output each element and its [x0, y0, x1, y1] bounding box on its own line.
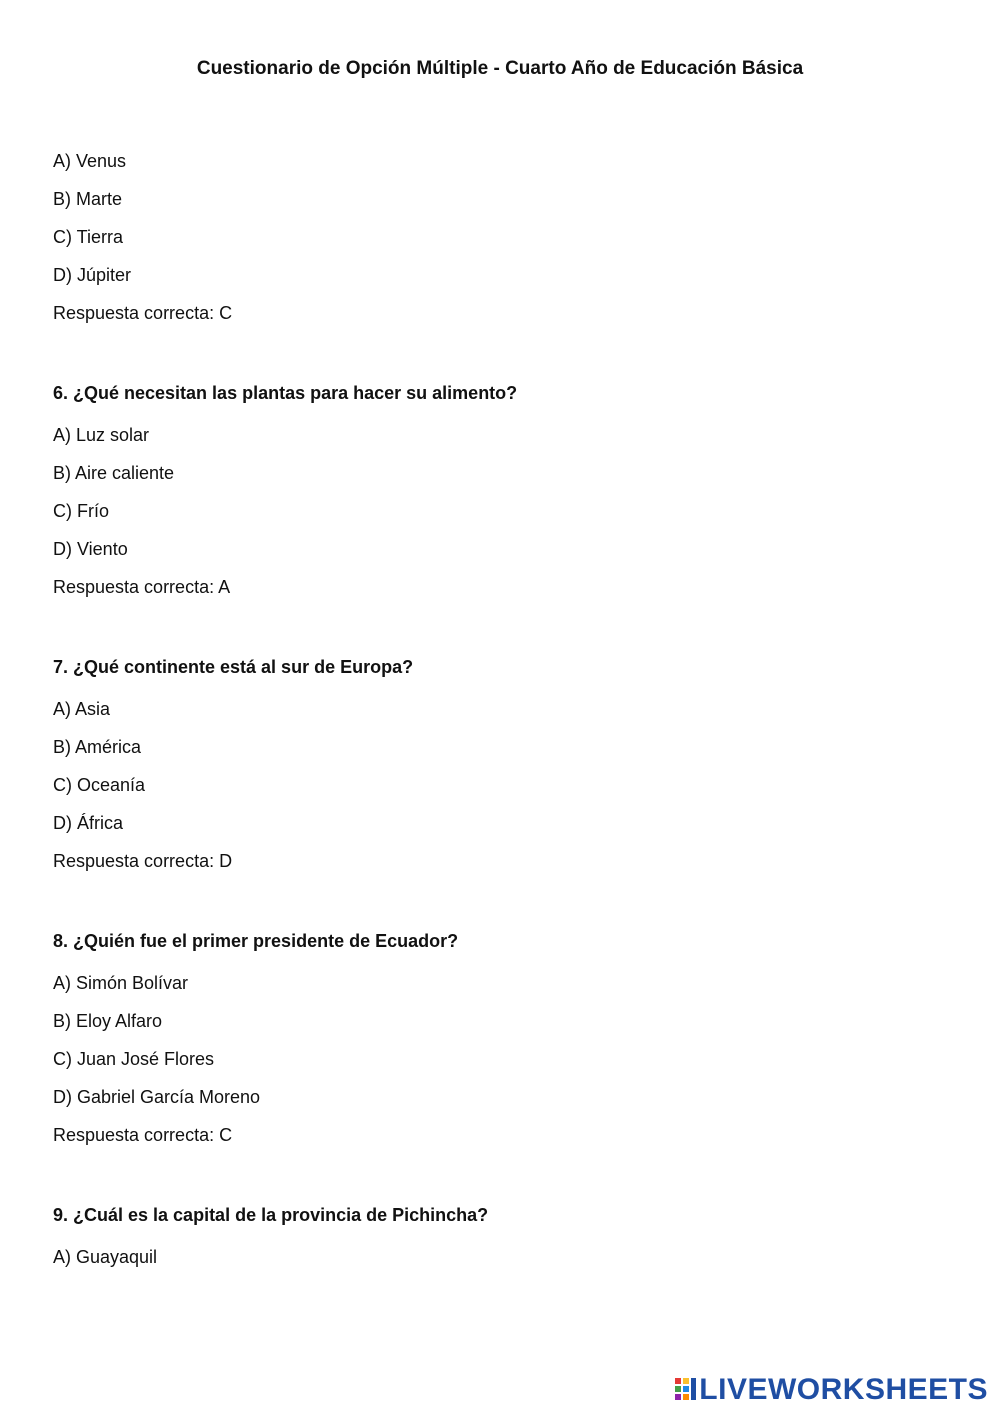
question-8: 8. ¿Quién fue el primer presidente de Ecuador? [53, 931, 459, 951]
option-text: B) Aire caliente [53, 463, 175, 483]
answer-text: Respuesta correcta: D [53, 851, 233, 871]
option-text: B) Eloy Alfaro [53, 1011, 163, 1031]
option-text: D) África [53, 813, 124, 833]
question-6: 6. ¿Qué necesitan las plantas para hacer su alimento? [53, 383, 518, 403]
option-text: A) Asia [53, 699, 111, 719]
liveworksheets-logo-icon [675, 1378, 697, 1402]
option-text: A) Venus [53, 151, 127, 171]
quiz-content [53, 148, 953, 1282]
option-text: D) Júpiter [53, 265, 132, 285]
option-text: B) América [53, 737, 142, 757]
liveworksheets-logo [675, 1372, 988, 1408]
answer-text: Respuesta correcta: A [53, 577, 231, 597]
option-text: A) Simón Bolívar [53, 973, 189, 993]
option-text: A) Guayaquil [53, 1247, 158, 1267]
page-title: Cuestionario de Opción Múltiple - Cuarto Año de Educación Básica [196, 58, 804, 79]
option-text: B) Marte [53, 189, 123, 209]
question-7: 7. ¿Qué continente está al sur de Europa? [53, 657, 414, 677]
option-text: D) Gabriel García Moreno [53, 1087, 261, 1107]
option-text: A) Luz solar [53, 425, 150, 445]
logo-text: LIVEWORKSHEETS [699, 1373, 988, 1406]
question-9: 9. ¿Cuál es la capital de la provincia de Pichincha? [53, 1205, 489, 1225]
option-text: C) Oceanía [53, 775, 146, 795]
option-text: C) Juan José Flores [53, 1049, 215, 1069]
answer-text: Respuesta correcta: C [53, 1125, 233, 1145]
option-text: C) Tierra [53, 227, 124, 247]
option-text: D) Viento [53, 539, 128, 559]
answer-text: Respuesta correcta: C [53, 303, 233, 323]
option-text: C) Frío [53, 501, 109, 521]
